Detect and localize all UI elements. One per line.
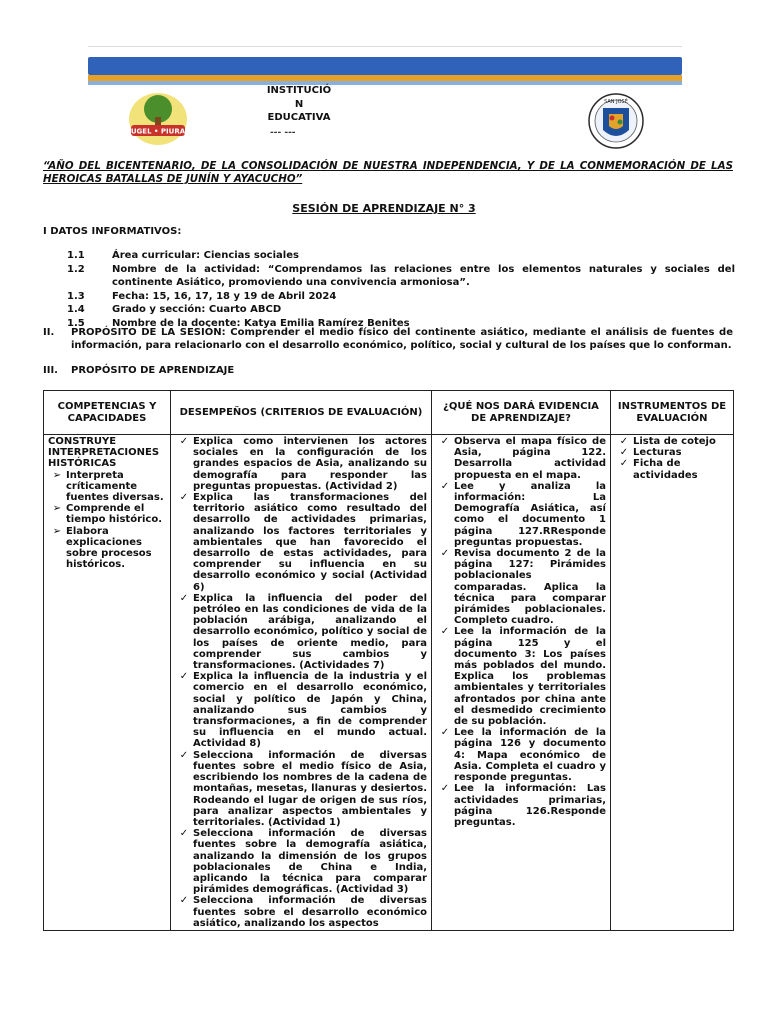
info-item-text: Nombre de la actividad: “Comprendamos las relaciones entre los elementos naturales y sociales del continente Asiático, promoviendo una convivencia armoniosa”. [112,263,735,288]
check-icon: ✓ [179,749,189,761]
evidence-text: Lee y analiza la información: La Demografía Asiática, así como el documento 1 página 127.RResponde preguntas propuestas. [454,480,606,548]
evidence-text: Lee la información de la página 125 y el documento 3: Los países más poblados del mundo. Explica los problemas ambientales y territoriales afrontados por china ante el desmedido crecimiento de su población. [454,626,606,728]
instrument-text: Ficha de actividades [633,458,698,481]
header-instruments: INSTRUMENTOS DE EVALUACIÓN [611,391,734,435]
arrow-bullet-icon: ➢ [52,503,62,515]
info-item-text: Nombre de la docente: Katya Emilia Ramírez Benites [112,317,410,329]
performance-text: Selecciona información de diversas fuentes sobre el desarrollo económico asiático, analizando los aspectos [193,895,427,929]
check-icon: ✓ [440,436,450,447]
info-item-num: 1.3 [67,290,85,302]
performances-cell [171,435,432,931]
info-item [67,263,735,290]
institution-line-2: N [294,98,304,110]
check-icon: ✓ [179,592,189,604]
evidence-item [436,626,606,727]
evidence-item [436,481,606,548]
check-icon: ✓ [619,436,629,447]
header-performances: DESEMPEÑOS (CRITERIOS DE EVALUACIÓN) [171,391,432,435]
instrument-text: Lista de cotejo [633,436,716,447]
performance-item [175,436,427,492]
capacity-text: Elabora explicaciones sobre procesos históricos. [66,525,152,571]
capacity-text: Interpreta críticamente fuentes diversas. [66,469,164,504]
year-title: “AÑO DEL BICENTENARIO, DE LA CONSOLIDACIÓN DE NUESTRA INDEPENDENCIA, Y DE LA CONMEMORACIÓN DE LAS HEROICAS BATALLAS DE JUNÍN Y AYACUCHO” [43,160,733,185]
evidence-text: Observa el mapa físico de Asia, página 122. Desarrolla actividad propuesta en el mapa. [454,436,606,481]
instrument-item [615,436,729,447]
table-row [44,435,734,931]
capacity-list [48,470,166,571]
info-item-text: Área curricular: Ciencias sociales [112,250,299,261]
check-icon: ✓ [179,436,189,447]
section-3-num: III. [43,365,58,376]
check-icon: ✓ [179,895,189,907]
performance-text: Selecciona información de diversas fuentes sobre la demografía asiática, analizando la dimensión de los grupos poblacionales de China e India, aplicando la técnica para comparar pirámides demográficas. (Actividad 3) [193,828,427,896]
capacity-item [48,503,166,525]
institution-line-3: EDUCATIVA [267,112,331,123]
header-competencies: COMPETENCIAS Y CAPACIDADES [44,391,171,435]
section-2-text: PROPÓSITO DE LA SESIÓN: Comprender el medio físico del continente asiático, mediante el análisis de fuentes de información, para relacionarlo con el desarrollo económico, político, social y cultural de los países que lo conforman. [71,327,733,351]
performance-text: Explica la influencia de la industria y el comercio en el desarrollo económico, social y político de Japón y China, analizando sus cambios y transformaciones, a fin de comprender su influencia en el mundo actual. Actividad 8) [193,671,427,750]
evidence-text: Revisa documento 2 de la página 127: Pirámides poblacionales comparadas. Aplica la técnica para comparar pirámides poblacionales. Completo cuadro. [454,548,606,627]
capacity-item [48,526,166,571]
institution-line-1: INSTITUCIÓ [266,85,332,96]
competence-title: CONSTRUYE INTERPRETACIONES HISTÓRICAS [48,436,160,470]
section-2 [43,326,733,352]
check-icon: ✓ [440,480,450,492]
performance-item [175,492,427,593]
check-icon: ✓ [619,458,629,470]
instrument-text: Lecturas [633,447,682,459]
info-item [67,249,735,263]
performance-text: Explica las transformaciones del territorio asiático como resultado del desarrollo de actividades primarias, analizando los factores territoriales y ambientales que han favorecido el desarrollo de estas actividades, para comprender su influencia en su desarrollo económico y social (Actividad 6) [193,492,427,593]
performance-item [175,593,427,671]
info-item [67,290,735,304]
section-3-text: PROPÓSITO DE APRENDIZAJE [71,365,235,376]
section-2-num: II. [43,327,55,338]
info-item-num: 1.5 [67,317,85,329]
evidence-text: Lee la información: Las actividades primarias, página 126.Responde preguntas. [454,783,606,828]
evidence-item [436,548,606,626]
evidence-item [436,436,606,481]
evidence-item [436,783,606,828]
info-item [67,303,735,317]
instrument-item [615,458,729,480]
check-icon: ✓ [619,447,629,459]
check-icon: ✓ [440,548,450,560]
performance-text: Explica la influencia del poder del petróleo en las condiciones de vida de la población arábiga, analizando el desarrollo económico, político y social de los países de oriente medio, para comprender sus cambios y transformaciones. (Actividades 7) [193,592,427,672]
evidence-list [436,436,606,828]
performance-list [175,436,427,929]
crest-text: SAN JOSÉ [604,99,628,105]
info-list [67,249,735,330]
evidence-text: Lee la información de la página 126 y documento 4: Mapa económico de Asia. Completa el cuadro y responde preguntas. [454,727,606,784]
ugel-piura-logo [127,89,189,147]
session-title: SESIÓN DE APRENDIZAJE N° 3 [292,202,476,215]
header-evidence: ¿QUÉ NOS DARÁ EVIDENCIA DE APRENDIZAJE? [432,391,611,435]
institution-name [258,84,340,125]
ugel-logo-text: UGEL • PIURA [130,127,186,136]
performance-item [175,750,427,828]
info-item-num: 1.2 [67,263,85,275]
performance-item [175,671,427,749]
performance-text: Explica como intervienen los actores sociales en la configuración de los grandes espacios de Asia, analizando su demografía para responder las preguntas propuestas. (Actividad 2) [193,436,427,492]
section-3 [43,365,234,376]
instrument-list [615,436,729,481]
instrument-item [615,447,729,458]
check-icon: ✓ [440,727,450,739]
header-banner-blue [88,57,682,75]
capacity-text: Comprende el tiempo histórico. [66,503,163,526]
performance-item [175,828,427,895]
capacity-item [48,470,166,504]
check-icon: ✓ [179,828,189,840]
arrow-bullet-icon: ➢ [52,469,62,481]
header-top-line [88,46,682,47]
check-icon: ✓ [440,783,450,795]
performance-item [175,895,427,929]
header-banner-shade [88,81,682,85]
learning-table [43,390,734,931]
check-icon: ✓ [179,492,189,504]
evidence-item [436,727,606,783]
competence-cell [44,435,171,931]
check-icon: ✓ [179,671,189,683]
info-item-text: Grado y sección: Cuarto ABCD [112,304,282,315]
info-item-text: Fecha: 15, 16, 17, 18 y 19 de Abril 2024 [112,290,337,302]
info-item-num: 1.1 [67,250,85,261]
evidence-cell [432,435,611,931]
institution-cut-text: --- --- [270,128,296,138]
arrow-bullet-icon: ➢ [52,525,62,537]
table-header-row [44,391,734,435]
performance-text: Selecciona información de diversas fuentes sobre el medio físico de Asia, escribiendo los nombres de la cadena de montañas, mesetas, llanuras y desiertos. Rodeando el lugar de origen de sus ríos, para analizar aspectos ambientales y territoriales. (Actividad 1) [193,749,427,828]
check-icon: ✓ [440,626,450,638]
info-item-num: 1.4 [67,304,85,315]
school-crest-logo [585,92,647,150]
instruments-cell [611,435,734,931]
section-1-title: I DATOS INFORMATIVOS: [43,226,182,237]
